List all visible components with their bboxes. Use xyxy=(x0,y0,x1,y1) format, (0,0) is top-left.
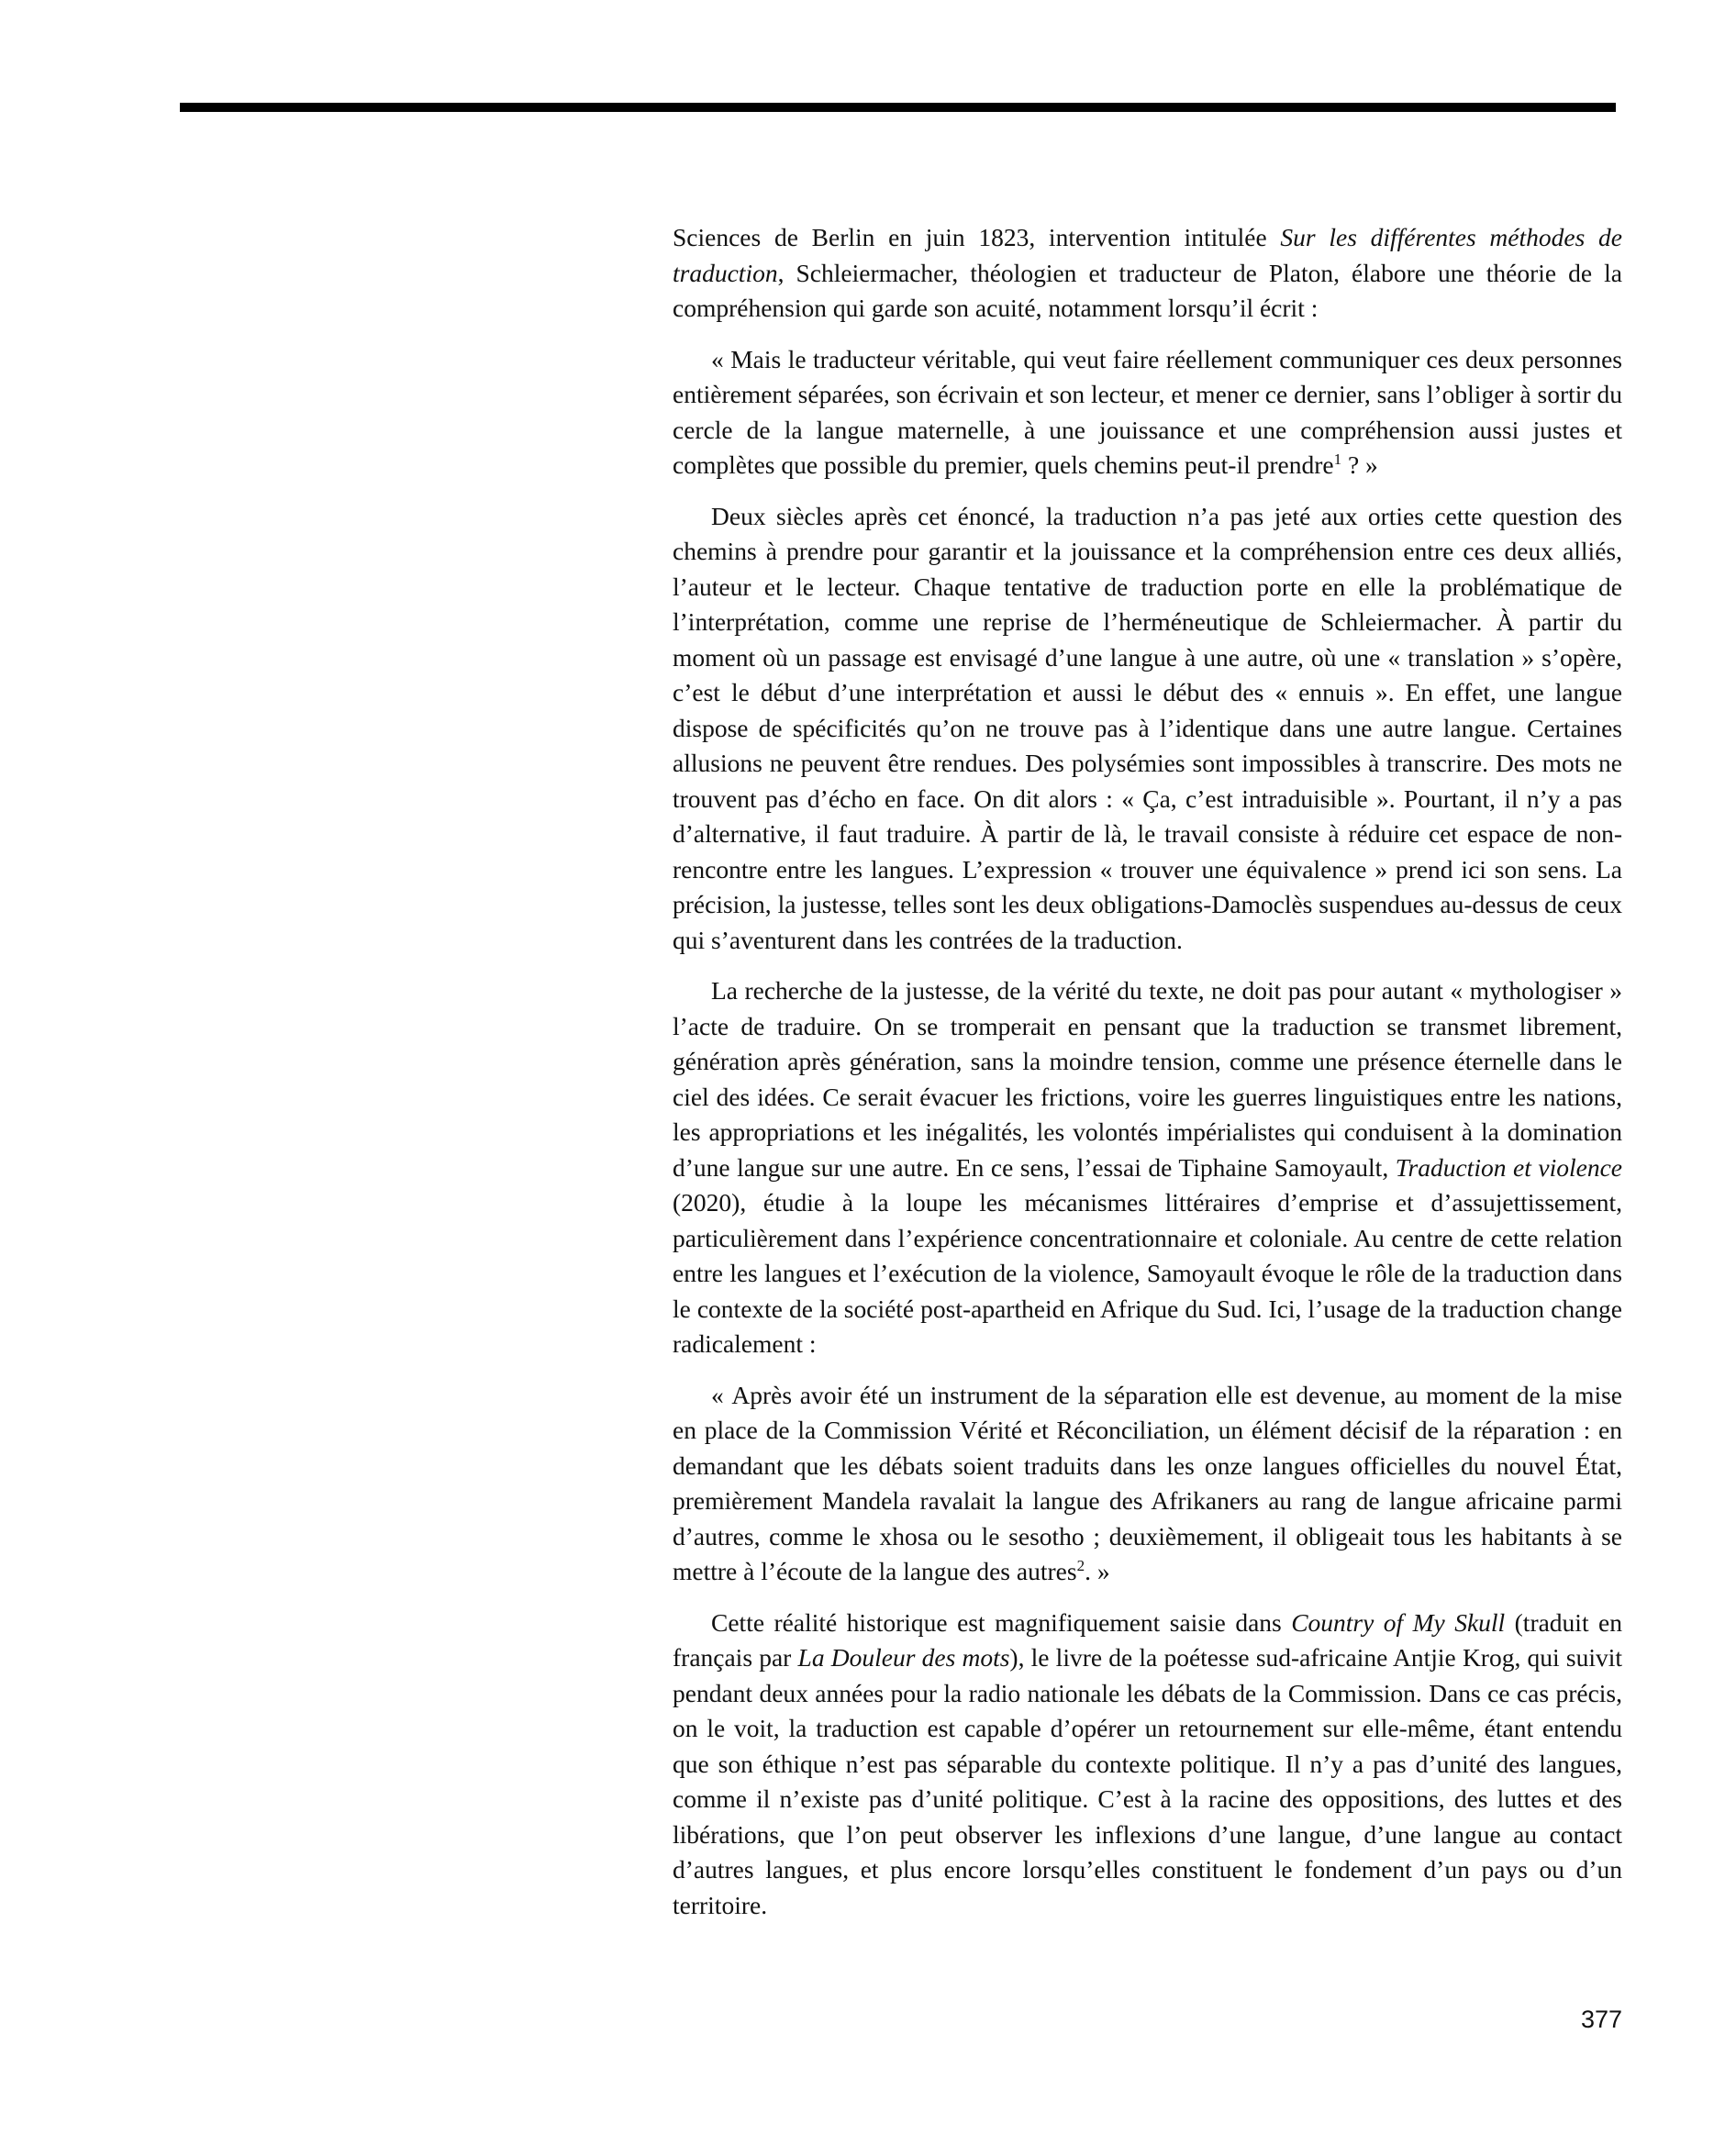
text-segment: La recherche de la justesse, de la vérité du texte, ne doit pas pour autant « mythologiser » l’acte de traduire. On se tromperait en pensant que la traduction se transmet librement, génération après génération, sans la moindre tension, comme une présence éternelle dans le ciel des idées. Ce serait évacuer les frictions, voire les guerres linguistiques entre les nations, les appropriations et les inégalités, les volontés impérialistes qui conduisent à la domination d’une langue sur une autre. En ce sens, l’essai de Tiphaine Samoyault, xyxy=(673,976,1622,1182)
text-segment: (traduit en français par xyxy=(673,1607,1622,1672)
text-segment: ? » xyxy=(1341,450,1378,479)
text-segment: (2020), étudie à la loupe les mécanismes littéraires d’emprise et d’assujettissement, particulièrement dans l’expérience concentrationnaire et coloniale. Au centre de cette relation entre les langues et l’exécution de la violence, Samoyault évoque le rôle de la traduction dans le contexte de la société post-apartheid en Afrique du Sud. Ici, l’usage de la traduction change radicalement : xyxy=(673,1188,1622,1358)
text-segment: . » xyxy=(1085,1557,1110,1585)
text-segment: « Après avoir été un instrument de la séparation elle est devenue, au moment de la mise en place de la Commission Vérité et Réconciliation, un élément décisif de la réparation : en demandant que les débats soient traduits dans les onze langues officielles du nouvel État, premièrement Mandela ravalait la langue des Afrikaners au rang de langue africaine parmi d’autres, comme le xhosa ou le sesotho ; deuxièmement, il obligeait tous les habitants à se mettre à l’écoute de la langue des autres xyxy=(673,1380,1622,1585)
blockquote-samoyault xyxy=(673,1378,1622,1590)
text-segment: La Douleur des mots xyxy=(797,1643,1010,1672)
text-segment: « Mais le traducteur véritable, qui veut faire réellement communiquer ces deux personnes entièrement séparées, son écrivain et son lecteur, et mener ce dernier, sans l’obliger à sortir du cercle de la langue maternelle, à une jouissance et une compréhension aussi justes et complètes que possible du premier, quels chemins peut-il prendre xyxy=(673,344,1622,479)
footnote-reference: 2 xyxy=(1076,1556,1085,1574)
paragraph-deux-siecles xyxy=(673,499,1622,959)
footnote-reference: 1 xyxy=(1333,450,1342,468)
chapter-top-rule xyxy=(180,103,1616,112)
page-number: 377 xyxy=(1580,2006,1622,2033)
text-segment: Deux siècles après cet énoncé, la traduction n’a pas jeté aux orties cette question des chemins à prendre pour garantir et la jouissance et la compréhension entre ces deux alliés, l’auteur et le lecteur. Chaque tentative de traduction porte en elle la problématique de l’interprétation, comme une reprise de l’herméneutique de Schleiermacher. À partir du moment où un passage est envisagé d’une langue à une autre, où une « translation » s’opère, c’est le début d’une interprétation et aussi le début des « ennuis ». En effet, une langue dispose de spécificités qu’on ne trouve pas à l’identique dans une autre langue. Certaines allusions ne peuvent être rendues. Des polysémies sont impossibles à transcrire. Des mots ne trouvent pas d’écho en face. On dit alors : « Ça, c’est intraduisible ». Pourtant, il n’y a pas d’alternative, il faut traduire. À partir de là, le travail consiste à réduire cet espace de non-rencontre entre les langues. L’expression « trouver une équivalence » prend ici son sens. La précision, la justesse, telles sont les deux obligations-Damoclès suspendues au-dessus de ceux qui s’aventurent dans les contrées de la traduction. xyxy=(673,501,1622,954)
blockquote-schleiermacher xyxy=(673,342,1622,483)
text-segment: Cette réalité historique est magnifiquement saisie dans xyxy=(711,1607,1292,1637)
text-segment: Sciences de Berlin en juin 1823, intervention intitulée xyxy=(673,223,1281,251)
paragraph-country-of-my-skull xyxy=(673,1606,1622,1924)
text-segment: Sur les différentes méthodes de traduction xyxy=(673,223,1622,287)
paragraph-schleiermacher-intro xyxy=(673,220,1622,327)
text-column xyxy=(673,220,1622,1923)
text-segment: ), le livre de la poétesse sud-africaine Antjie Krog, qui suivit pendant deux années pour la radio nationale les débats de la Commission. Dans ce cas précis, on le voit, la traduction est capable d’opérer un retournement sur elle-même, étant entendu que son éthique n’est pas séparable du contexte politique. Il n’y a pas d’unité des langues, comme il n’existe pas d’unité politique. C’est à la racine des oppositions, des luttes et des libérations, que l’on peut observer les inflexions d’une langue, d’une langue au contact d’autres langues, et plus encore lorsqu’elles constituent le fondement d’un pays ou d’un territoire. xyxy=(673,1643,1622,1919)
text-segment: , Schleiermacher, théologien et traducteur de Platon, élabore une théorie de la compréhension qui garde son acuité, notamment lorsqu’il écrit : xyxy=(673,258,1622,322)
text-segment: Country of My Skull xyxy=(1291,1607,1506,1637)
paragraph-recherche-justesse xyxy=(673,973,1622,1362)
text-segment: Traduction et violence xyxy=(1395,1152,1622,1182)
